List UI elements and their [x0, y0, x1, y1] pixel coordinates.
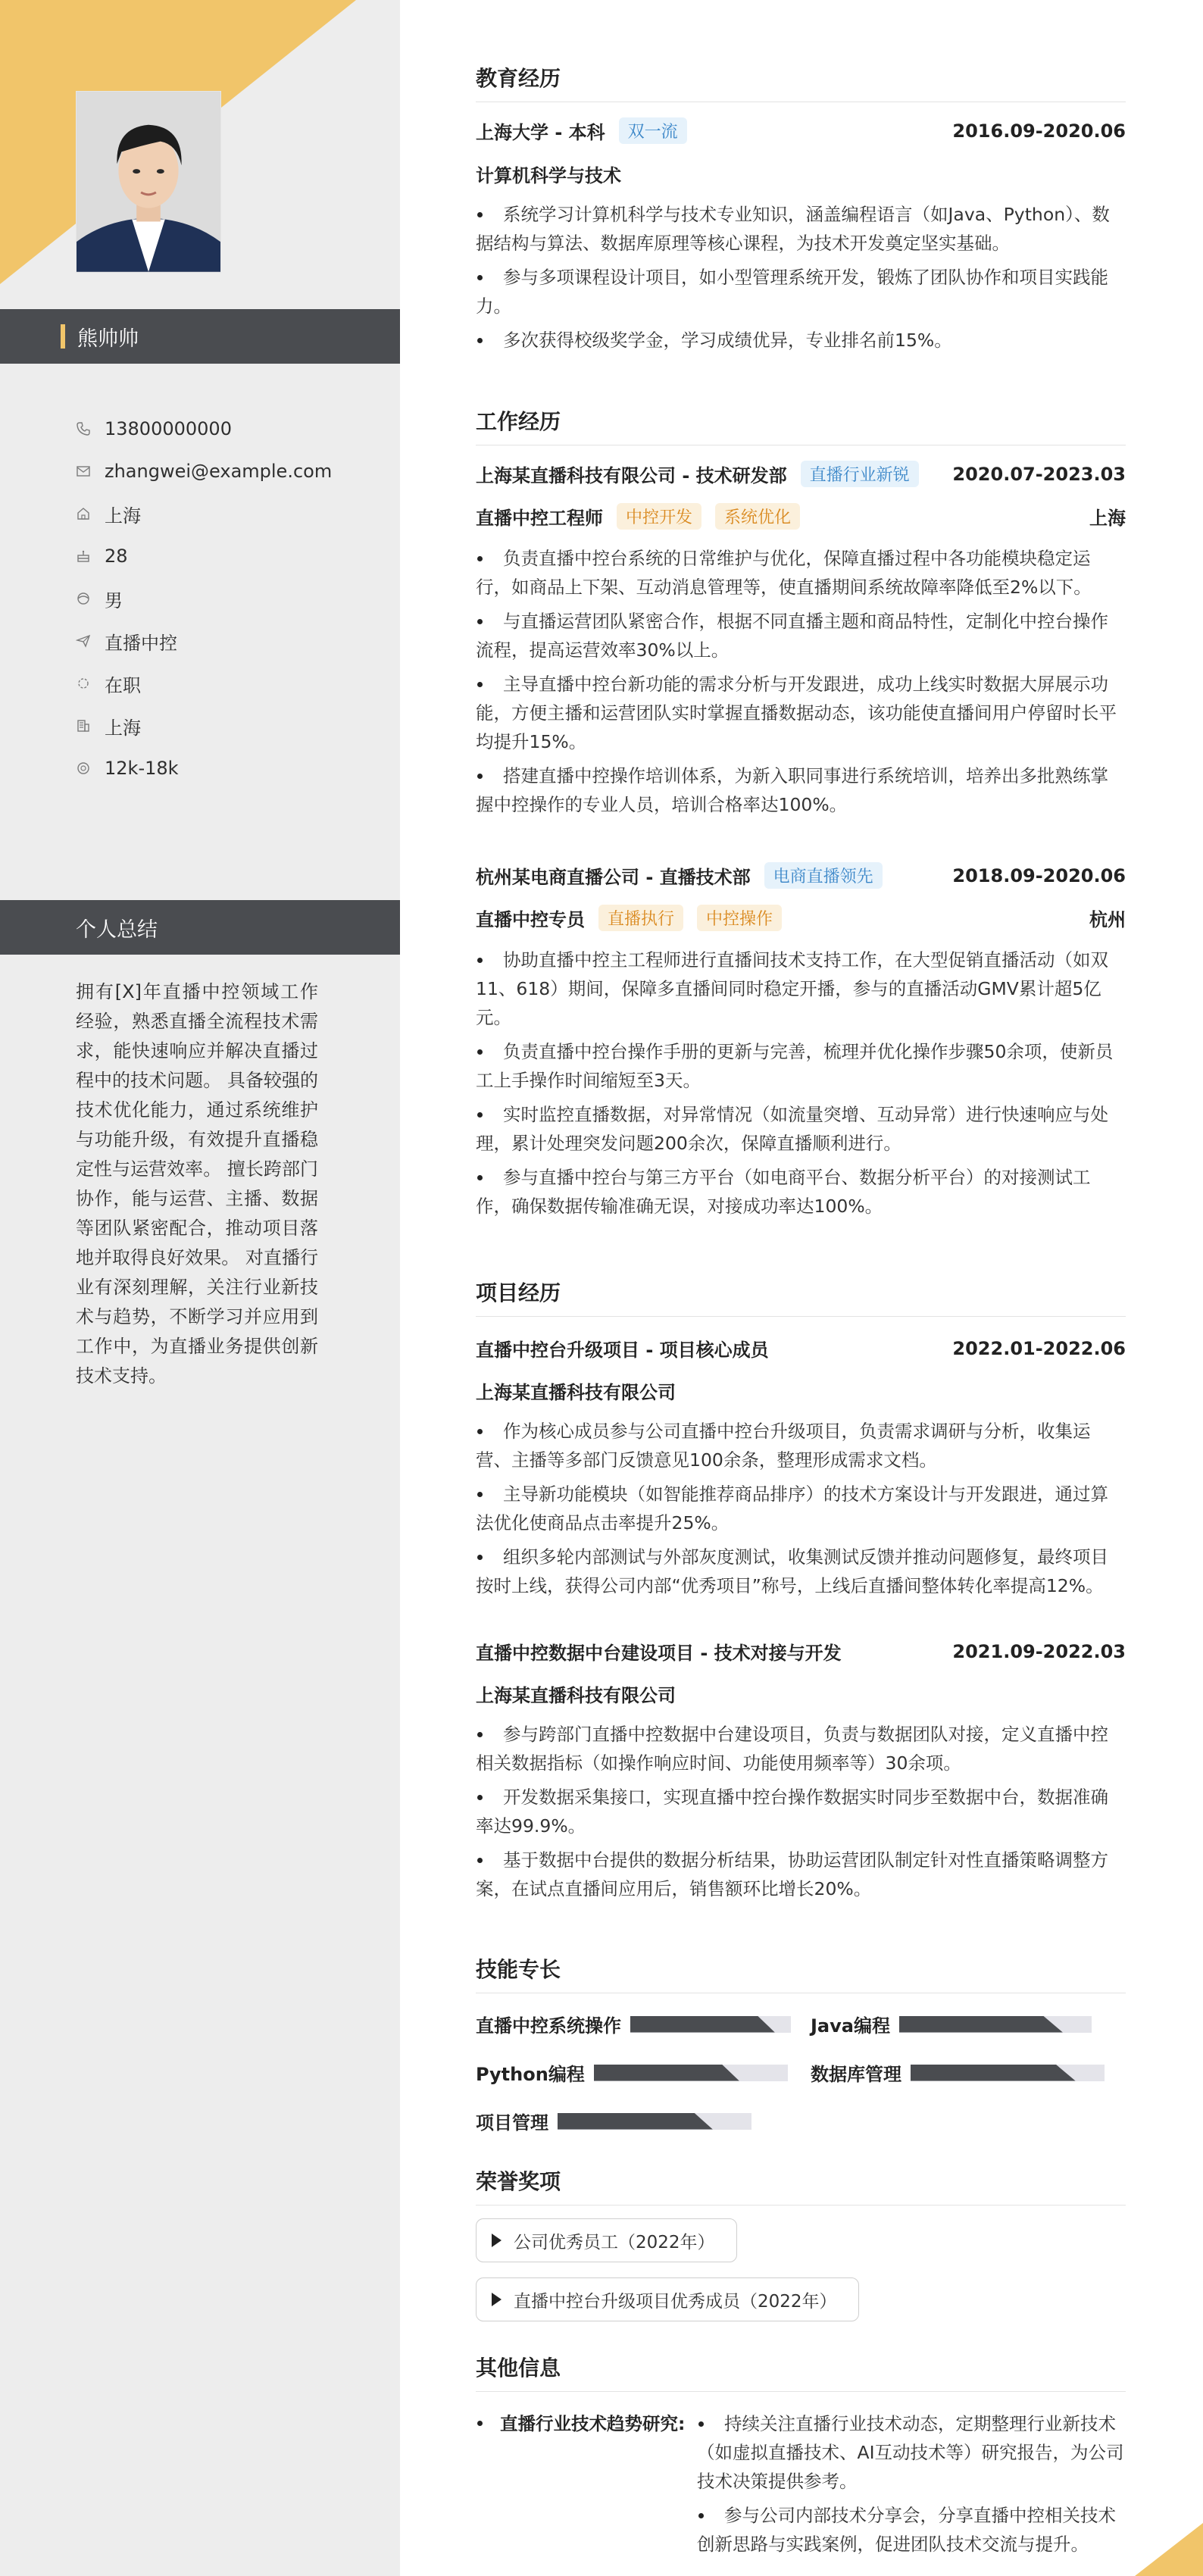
- building-icon: [76, 718, 91, 733]
- list-item: 实时监控直播数据，对异常情况（如流量突增、互动异常）进行快速响应与处理，累计处理突发问题200余次，保障直播顺利进行。: [476, 1100, 1126, 1158]
- project-1-header: [476, 1335, 1126, 1361]
- skill-item: [811, 2011, 1092, 2037]
- salary-icon: [76, 761, 91, 776]
- list-item: 参与多项课程设计项目，如小型管理系统开发，锻炼了团队协作和项目实践能力。: [476, 263, 1126, 320]
- education-period: 2016.09-2020.06: [952, 120, 1126, 142]
- cake-icon: [76, 549, 91, 564]
- summary-text: 拥有[X]年直播中控领域工作经验，熟悉直播全流程技术需求，能快速响应并解决直播过程中的技术问题。 具备较强的技术优化能力，通过系统维护与功能升级，有效提升直播稳定性与运营效率。 擅长跨部门协作，能与运营、主播、数据等团队紧密配合，推动项目落地并取得良好效果。 对直播行业有深刻理解，关注行业新技术与趋势，不断学习并应用到工作中，为直播业务提供创新技术支持。: [76, 981, 318, 1386]
- gender-icon: [76, 591, 91, 606]
- other-key-label: 直播行业技术趋势研究:: [500, 2413, 686, 2434]
- skill-item: [476, 2108, 751, 2134]
- avatar: [76, 91, 221, 273]
- work-title: 工作经历: [476, 405, 1126, 445]
- school-tag: 双一流: [619, 117, 687, 144]
- project-1-bullets: [476, 1417, 1126, 1605]
- job-2-period: 2018.09-2020.06: [952, 864, 1126, 886]
- list-item: 参与直播中控台与第三方平台（如电商平台、数据分析平台）的对接测试工作，确保数据传输准确无误，对接成功率达100%。: [476, 1163, 1126, 1221]
- job-2-role-tag: 直播执行: [598, 905, 683, 931]
- contact-salary: 12k-18k: [76, 747, 379, 789]
- contact-email: zhangwei@example.com: [76, 450, 379, 492]
- skill-bar-fill: [899, 2016, 1063, 2033]
- job-2-role: 直播中控专员: [476, 909, 585, 930]
- skill-bar-fill: [630, 2016, 775, 2033]
- phone-icon: [76, 421, 91, 436]
- name-band: [0, 309, 400, 364]
- job-2-company: 杭州某电商直播公司 - 直播技术部: [476, 867, 751, 888]
- sidebar: [0, 0, 400, 2576]
- project-2-period: 2021.09-2022.03: [952, 1640, 1126, 1662]
- skill-name: Python编程: [476, 2064, 585, 2085]
- projects-title: 项目经历: [476, 1277, 1126, 1317]
- award-item[interactable]: [476, 2218, 737, 2262]
- job-1-role-row: [476, 503, 1126, 530]
- list-item: 作为核心成员参与公司直播中控台升级项目，负责需求调研与分析，收集运营、主播等多部门反馈意见100余条，整理形成需求文档。: [476, 1417, 1126, 1474]
- skill-name: 直播中控系统操作: [476, 2015, 621, 2037]
- skill-bar: [558, 2113, 751, 2130]
- job-2-role-row: [476, 905, 1126, 931]
- accent-corner: [1135, 2523, 1203, 2576]
- skill-name: Java编程: [811, 2015, 890, 2037]
- list-item: 参与公司内部技术分享会，分享直播中控相关技术创新思路与实践案例，促进团队技术交流与提升。: [697, 2501, 1126, 2559]
- list-item: 协助直播中控主工程师进行直播间技术支持工作，在大型促销直播活动（如双11、618）期间，保障多直播间同时稳定开播，参与的直播活动GMV累计超5亿元。: [476, 946, 1126, 1032]
- job-2-header: [476, 862, 1126, 889]
- awards-title: 荣誉奖项: [476, 2165, 1126, 2206]
- triangle-right-icon: [492, 2293, 502, 2306]
- award-label: 公司优秀员工（2022年）: [514, 2232, 715, 2252]
- contact-phone: 13800000000: [76, 408, 379, 450]
- other-key: [476, 2409, 685, 2435]
- summary-title: 个人总结: [76, 918, 158, 942]
- job-1-role-tag: 中控开发: [617, 503, 701, 530]
- list-item: 持续关注直播行业技术动态，定期整理行业新技术（如虚拟直播技术、AI互动技术等）研究报告，为公司技术决策提供参考。: [697, 2409, 1126, 2496]
- list-item: 基于数据中台提供的数据分析结果，协助运营团队制定针对性直播策略调整方案，在试点直播间应用后，销售额环比增长20%。: [476, 1846, 1126, 1903]
- skill-item: [476, 2059, 788, 2086]
- skill-bar: [911, 2065, 1105, 2081]
- list-item: 负责直播中控台系统的日常维护与优化，保障直播过程中各功能模块稳定运行，如商品上下架、互动消息管理等，使直播期间系统故障率降低至2%以下。: [476, 544, 1126, 602]
- triangle-right-icon: [492, 2234, 502, 2247]
- major-row: [476, 161, 1126, 187]
- skill-bar-fill: [594, 2065, 739, 2081]
- status-icon: [76, 676, 91, 691]
- project-1-period: 2022.01-2022.06: [952, 1337, 1126, 1359]
- avatar-portrait: [77, 92, 220, 272]
- job-2-bullets: [476, 946, 1126, 1226]
- list-item: 搭建直播中控操作培训体系，为新入职同事进行系统培训，培养出多批熟练掌握中控操作的专业人员，培训合格率达100%。: [476, 761, 1126, 819]
- candidate-name: 熊帅帅: [77, 327, 139, 351]
- project-1-company-row: [476, 1377, 1126, 1404]
- award-label: 直播中控台升级项目优秀成员（2022年）: [514, 2291, 837, 2312]
- job-1-role-tag: 系统优化: [715, 503, 800, 530]
- project-1-company: 上海某直播科技有限公司: [476, 1382, 676, 1403]
- job-2-city: 杭州: [1089, 909, 1126, 930]
- other-bullets: [697, 2409, 1126, 2564]
- contact-age: 28: [76, 535, 379, 577]
- job-1-company-tag: 直播行业新锐: [801, 461, 919, 487]
- skills-title: 技能专长: [476, 1953, 1126, 1993]
- contact-work-city: 上海: [76, 705, 379, 747]
- list-item: 主导新功能模块（如智能推荐商品排序）的技术方案设计与开发跟进，通过算法优化使商品点击率提升25%。: [476, 1480, 1126, 1537]
- list-item: 主导直播中控台新功能的需求分析与开发跟进，成功上线实时数据大屏展示功能，方便主播和运营团队实时掌握直播数据动态，该功能使直播间用户停留时长平均提升15%。: [476, 670, 1126, 756]
- award-item[interactable]: [476, 2277, 859, 2321]
- job-2-company-tag: 电商直播领先: [764, 862, 883, 889]
- list-item: 参与跨部门直播中控数据中台建设项目，负责与数据团队对接，定义直播中控相关数据指标（如操作响应时间、功能使用频率等）30余项。: [476, 1720, 1126, 1777]
- job-1-header: [476, 461, 1126, 487]
- school-name: 上海大学 - 本科: [476, 122, 605, 143]
- skill-bar: [630, 2016, 791, 2033]
- job-1-city: 上海: [1089, 508, 1126, 529]
- project-2-company: 上海某直播科技有限公司: [476, 1685, 676, 1706]
- list-item: 组织多轮内部测试与外部灰度测试，收集测试反馈并推动问题修复，最终项目按时上线，获得公司内部“优秀项目”称号，上线后直播间整体转化率提高12%。: [476, 1543, 1126, 1600]
- project-2-header: [476, 1638, 1126, 1665]
- contact-status: 在职: [76, 662, 379, 705]
- project-1-name: 直播中控台升级项目 - 项目核心成员: [476, 1340, 769, 1361]
- skill-bar: [899, 2016, 1092, 2033]
- project-2-company-row: [476, 1680, 1126, 1707]
- job-2-role-tag: 中控操作: [697, 905, 782, 931]
- skill-name: 数据库管理: [811, 2064, 901, 2085]
- job-1-period: 2020.07-2023.03: [952, 463, 1126, 485]
- list-item: 与直播运营团队紧密合作，根据不同直播主题和商品特性，定制化中控台操作流程，提高运营效率30%以上。: [476, 607, 1126, 664]
- education-header: [476, 117, 1126, 144]
- list-item: 负责直播中控台操作手册的更新与完善，梳理并优化操作步骤50余项，使新员工上手操作时间缩短至3天。: [476, 1037, 1126, 1095]
- contact-list: [76, 408, 379, 789]
- job-1-bullets: [476, 544, 1126, 824]
- project-2-name: 直播中控数据中台建设项目 - 技术对接与开发: [476, 1643, 842, 1664]
- education-title: 教育经历: [476, 62, 1126, 102]
- list-item: 开发数据采集接口，实现直播中控台操作数据实时同步至数据中台，数据准确率达99.9%。: [476, 1783, 1126, 1840]
- name-accent-bar: [61, 324, 65, 349]
- list-item: 多次获得校级奖学金，学习成绩优异，专业排名前15%。: [476, 326, 1126, 355]
- skill-item: [476, 2011, 791, 2037]
- job-1-role: 直播中控工程师: [476, 508, 603, 529]
- skill-bar-fill: [558, 2113, 713, 2130]
- contact-gender: 男: [76, 577, 379, 620]
- contact-residence: 上海: [76, 492, 379, 535]
- skill-bar: [594, 2065, 788, 2081]
- major: 计算机科学与技术: [476, 165, 621, 186]
- skill-bar-fill: [911, 2065, 1076, 2081]
- summary-band: [0, 900, 400, 955]
- project-2-bullets: [476, 1720, 1126, 1909]
- send-icon: [76, 633, 91, 649]
- mail-icon: [76, 464, 91, 479]
- education-bullets: [476, 200, 1126, 360]
- home-icon: [76, 506, 91, 521]
- other-title: 其他信息: [476, 2352, 1126, 2392]
- job-1-company: 上海某直播科技有限公司 - 技术研发部: [476, 465, 787, 486]
- skill-item: [811, 2059, 1105, 2086]
- skill-name: 项目管理: [476, 2112, 548, 2134]
- list-item: 系统学习计算机科学与技术专业知识，涵盖编程语言（如Java、Python）、数据结构与算法、数据库原理等核心课程，为技术开发奠定坚实基础。: [476, 200, 1126, 258]
- contact-position: 直播中控: [76, 620, 379, 662]
